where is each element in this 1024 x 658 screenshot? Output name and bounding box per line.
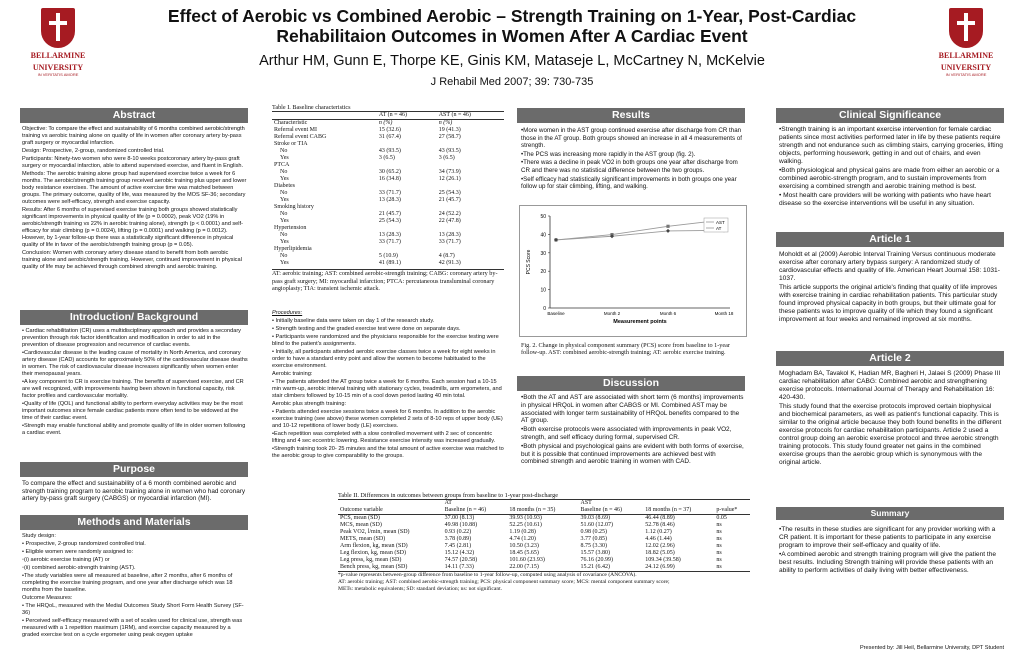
table-cell: ns: [716, 557, 722, 564]
presented-by: Presented by: Jill Heil, Bellarmine University, DPT Student: [859, 645, 1004, 651]
table-row: [272, 134, 504, 141]
table-cell: 15.21 (6.42): [580, 564, 610, 571]
paragraph: •The results in these studies are significant for any provider working with a CR patient. It is important for these patients to participate in any exercise program to improve their self-efficacy and quality of life.: [779, 526, 996, 549]
table-cell: No: [280, 169, 288, 176]
legend-label: AST: [716, 219, 725, 225]
paragraph: •The study variables were all measured at baseline, after 2 months, after 6 months of completing the exercise training program, and one year after discharge which was 18 months from the baseline.: [22, 573, 233, 593]
paragraph: • Prospective, 2-group randomized controlled trial.: [22, 541, 146, 547]
table-cell: 22.00 (7.15): [509, 564, 539, 571]
table-cell: 27 (58.7): [438, 134, 461, 141]
paragraph: •Self efficacy had statistically significant improvements in both groups one year follow up for stair climbing, lifting, and walking.: [521, 175, 737, 191]
shield-icon: [41, 8, 75, 48]
group-ast: AST: [580, 500, 592, 507]
paragraph: •More women in the AST group continued exercise after discharge from CR than those in the AT group. Both groups showed an increase in all 4 measurements of strength.: [521, 127, 742, 150]
procedures-body: [272, 310, 504, 461]
paragraph: •The PCS was increasing more rapidly in the AST group (fig. 2).: [521, 150, 696, 158]
article1-heading: Article 1: [776, 232, 1004, 247]
table-cell: 25 (54.3): [378, 218, 401, 225]
university-logo-left: [18, 8, 98, 77]
table-cell: 49.98 (10.88): [444, 522, 478, 529]
table-cell: 41 (89.1): [378, 260, 401, 267]
table-cell: ns: [716, 529, 722, 536]
journal-citation: J Rehabil Med 2007; 39: 730-735: [430, 76, 594, 88]
logo-name2: UNIVERSITY: [32, 63, 84, 72]
paragraph: •Strength may enable functional ability and promote quality of life in older women following a cardiac event.: [22, 423, 246, 436]
table-cell: Peak VO2, l/min, mean (SD): [340, 529, 410, 536]
column-header: 18 months (n = 37): [643, 507, 714, 515]
table-cell: 109.34 (39.58): [645, 557, 681, 564]
table-row: [272, 260, 504, 267]
paragraph: Objective: To compare the effect and sustainability of 6 months combined aerobic/strength training vs aerobic training alone on quality of life in women after coronary artery by-pass graft surgery or myocardial infarction.: [22, 126, 245, 146]
outcomes-table: [338, 492, 750, 592]
table-cell: 0.98 (0.25): [580, 529, 607, 536]
table-cell: 15 (32.6): [378, 127, 401, 134]
paragraph: • The HRQoL, measured with the Medial Outcomes Study Short Form Health Survey (SF-36): [22, 603, 244, 616]
data-point: [666, 229, 670, 233]
discussion-heading: Discussion: [517, 376, 745, 391]
table-cell: 33 (71.7): [378, 239, 401, 246]
table2-caption: Table II. Differences in outcomes between groups from baseline to 1-year post-discharge: [338, 492, 558, 499]
table-cell: No: [280, 253, 288, 260]
article1-text: This article supports the original article's finding that quality of life improves with exercise training in cardiac rehabilitation patients. This particular study found improved physical capacity in both groups, but their ultimate goal for these patients was to improve quality of life which they found a significant improvement at four weeks and remained improved at six months.: [779, 284, 998, 323]
y-tick-label: 40: [540, 232, 546, 239]
x-tick-label: Baseline: [547, 311, 565, 316]
intro-heading: Introduction/ Background: [20, 310, 248, 325]
paragraph: •Both the AT and AST are associated with short term (6 months) improvements in physical HRQoL in women after CABGS or MI. Combined AST may be associated with longer term sustainability of HRQoL benefits compared to the AT group.: [521, 394, 744, 425]
paragraph: Results: After 6 months of supervised exercise training both groups showed statistically significant improvements in physical quality of life (p = 0.0002), peak VO2 (19% in aerobic/strength training vs 22% in aerobic training alone), strength (p < 0.0001) and self-efficacy for stair climbing (p = 0.0024), lifting (p = 0.0001) and walking (p = 0.0012). However, by 1-year follow-up there was a statistically significant difference in physical quality of life in favor of the aerobic/strength training group (p = 0.05).: [22, 207, 243, 248]
table-cell: Yes: [280, 260, 289, 267]
table-cell: 33 (71.7): [378, 190, 401, 197]
table-cell: 30 (65.2): [378, 169, 401, 176]
table-cell: 4.74 (1.20): [509, 536, 536, 543]
paragraph: Study design:: [22, 533, 56, 539]
table-cell: Bench press, kg, mean (SD): [340, 564, 408, 571]
intro-body: [22, 328, 248, 438]
paragraph: •Both exercise protocols were associated with improvements in peak VO2, strength, and self efficacy during formal, supervised CR.: [521, 426, 732, 441]
table-cell: 37.00 (8.13): [444, 515, 475, 522]
baseline-table: [272, 104, 504, 293]
column-header: Outcome variable: [338, 507, 443, 515]
paragraph: •There was a decline in peak VO2 in both groups one year after discharge from CR and there was no statistical difference between the two groups.: [521, 159, 738, 174]
logo-name: BELLARMINE: [938, 51, 994, 60]
table-cell: 51.60 (12.07): [580, 522, 613, 529]
table-cell: 74.57 (20.58): [444, 557, 478, 564]
table2-footnotes: [338, 572, 750, 592]
procedure-line: • Strength testing and the graded exercise test were done on separate days.: [272, 326, 461, 332]
paragraph: Design: Prospective, 2-group, randomized controlled trial.: [22, 148, 165, 154]
table-cell: 21 (45.7): [438, 197, 461, 204]
table-cell: 13 (28.3): [438, 232, 461, 239]
table-cell: 3 (6.5): [378, 155, 395, 162]
table-cell: 34 (73.9): [438, 169, 461, 176]
series-line-ast: [556, 220, 724, 240]
table-cell: 12.02 (2.96): [645, 543, 675, 550]
table-cell: 39.93 (10.93): [509, 515, 542, 522]
table-cell: ns: [716, 522, 722, 529]
table-cell: 21 (45.7): [378, 211, 401, 218]
table-row: [272, 197, 504, 204]
summary-body: [779, 526, 1004, 576]
legend-label: AT: [716, 225, 722, 231]
article2-citation: Moghadam BA, Tavakol K, Hadian MR, Bagheri H, Jalaei S (2009) Phase III cardiac rehabilitation after CABG: Combined aerobic and strengthening exercise protocols. International Journal of Therapy and Rehabilitation 16: 420-430.: [779, 370, 1001, 401]
table-row: [338, 564, 750, 572]
paragraph: Participants: Ninety-two women who were 8-10 weeks postcoronary artery by-pass graft surgery or myocardial infarction, able to attend supervised exercise, and fluent in English.: [22, 156, 244, 169]
university-logo-right: [926, 8, 1006, 77]
paragraph: •Both physiological and physical gains are made from either an aerobic or a combined aerobic-strength program, and to sustain improvements from exercising a combined strength and aerobic training method is best.: [779, 167, 1000, 190]
column-header: Baseline (n = 46): [443, 507, 508, 515]
y-tick-label: 30: [540, 250, 546, 257]
table-cell: 46.44 (8.89): [645, 515, 675, 522]
table-cell: Referral event MI: [274, 127, 317, 134]
table-cell: Leg press, kg, mean (SD): [340, 557, 402, 564]
table-cell: 8.75 (3.30): [580, 543, 607, 550]
table-cell: 31 (67.4): [378, 134, 401, 141]
x-tick-label: Month 18: [714, 311, 734, 316]
table-cell: 1.12 (0.27): [645, 529, 672, 536]
discussion-body: [521, 394, 745, 467]
table-row: [338, 515, 750, 523]
table-cell: Yes: [280, 239, 289, 246]
table-cell: No: [280, 148, 288, 155]
table-cell: Arm flexion, kg, mean (SD): [340, 543, 408, 550]
results-body: [521, 127, 745, 192]
paragraph: Conclusion: Women with coronary artery disease stand to benefit from both aerobic training alone and aerobic/strength training. However, continued improvement in physical quality of life may be achieved through combined strength and aerobic training.: [22, 250, 242, 270]
table1-footnote: AT: aerobic training; AST: combined aerobic-strength training; CABG: coronary artery by-pass graft surgery; MI: myocardial infarction; PTCA: percutaneous transluminal coronary angioplasty; TIA: transient ischemic attack.: [272, 269, 504, 292]
table-cell: 13 (28.3): [378, 232, 401, 239]
table-cell: 52.78 (8.46): [645, 522, 675, 529]
y-tick-label: 0: [543, 306, 546, 312]
authors: Arthur HM, Gunn E, Thorpe KE, Ginis KM, Mataseje L, McCartney N, McKelvie: [259, 53, 765, 69]
logo-name: BELLARMINE: [30, 51, 86, 60]
table-cell: No: [280, 211, 288, 218]
table-cell: 0.93 (0.22): [444, 529, 472, 536]
clinical-heading: Clinical Significance: [776, 108, 1004, 123]
table-cell: 39.03 (8.69): [580, 515, 610, 522]
table1-col-ast: AST (n = 46): [438, 112, 471, 119]
table-cell: 43 (93.5): [438, 148, 461, 155]
purpose-heading: Purpose: [20, 462, 248, 477]
table2-footnote: *p-value represents between-group difference from baseline to 1-year follow-up, computed using analysis of covariance (ANCOVA).: [338, 572, 637, 579]
table-cell: 3 (6.5): [438, 155, 455, 162]
series-line-at: [556, 230, 724, 240]
paragraph: • Most health care providers will be working with patients who have heart disease so the exercise interventions will be useful in any situation.: [779, 192, 991, 207]
paragraph: • Perceived self-efficacy measured with a set of scales used for clinical use, strength was measured with a 1 repetition maximum (1RM), and exercise capacity measured by a graded exercise test on a cycle ergometer using peak oxygen uptake: [22, 618, 243, 638]
logo-motto: IN VERITATIS AMORE: [945, 72, 987, 77]
procedure-line: •Each repetition was completed with a slow controlled movement with 2 sec of concentric lifting and 4 sec eccentric lowering. Resistance exercise intensity was increased gradually.: [272, 431, 496, 444]
chart-caption: Fig. 2. Change in physical component summary (PCS) score from baseline to 1-year follow-up. AST: combined aerobic-strength training; AT: aerobic exercise training.: [521, 342, 730, 357]
table-cell: Diabetes: [274, 183, 295, 190]
column-header: 18 months (n = 35): [507, 507, 578, 515]
table-cell: 24 (52.2): [438, 211, 461, 218]
table-cell: PCS, mean (SD): [340, 515, 380, 522]
table-cell: Characteristic: [274, 120, 308, 127]
procedure-line: • Patients attended exercise sessions twice a week for 6 months. In addition to the aerobic exercise training (see above) these women completed 2 sets of 8-10 reps of upper body (UE) and 10-12 repetitions of lower body (LE) exercises.: [272, 409, 503, 429]
logo-motto: IN VERITATIS AMORE: [37, 72, 79, 77]
table-cell: Yes: [280, 176, 289, 183]
table-cell: Smoking history: [274, 204, 314, 211]
paragraph: •Quality of life (QOL) and functional ability to perform everyday activities may be the most important outcomes since female cardiac patients more often tend to be widowed at the time of their cardiac event.: [22, 401, 243, 421]
table-cell: 18.45 (5.65): [509, 550, 539, 557]
x-tick-label: Month 6: [659, 311, 677, 316]
table-row: [272, 218, 504, 225]
table-cell: 1.19 (0.28): [509, 529, 536, 536]
summary-heading: Summary: [776, 507, 1004, 520]
x-tick-label: Month 2: [603, 311, 621, 316]
table-cell: 4.46 (1.44): [645, 536, 672, 543]
table-row: [272, 176, 504, 183]
pcs-chart: [519, 205, 747, 337]
paragraph: •Both physical and psychological gains are evident with both forms of exercise, but it is possible that continued improvements are achieved best with combined strength and aerobic training in women with CAD.: [521, 442, 744, 466]
table-cell: Hypertension: [274, 225, 307, 232]
table-cell: 0.05: [716, 515, 727, 522]
paragraph: • Eligible women were randomly assigned to:: [22, 549, 134, 555]
table-cell: 10.50 (3.23): [509, 543, 539, 550]
table-header-row: [338, 507, 750, 515]
procedure-line: • Initially baseline data were taken on day 1 of the research study.: [272, 318, 435, 324]
procedure-line: • The patients attended the AT group twice a week for 6 months. Each session had a 10-15 min warm-up, aerobic interval training with stationary cycles, treadmills, arm ergometers, and stair climbers followed by 10-15 min of a cool down period lasting 40 min total.: [272, 379, 502, 399]
table-cell: 52.25 (10.61): [509, 522, 542, 529]
table-cell: No: [280, 190, 288, 197]
paragraph: •A key component to CR is exercise training. The benefits of supervised exercise, and CR are well recognized, with improvements having been shown in functional capacity, risk factor profiles and cardiovascular mortality.: [22, 379, 244, 399]
table-cell: METS, mean (SD): [340, 536, 386, 543]
table-cell: 14.11 (7.33): [444, 564, 474, 571]
paragraph: ◦(i) aerobic exercise training (AT) or: [22, 557, 110, 563]
table2: [338, 499, 750, 572]
y-tick-label: 50: [540, 214, 546, 220]
table-cell: 42 (91.3): [438, 260, 461, 267]
table-cell: ns: [716, 536, 722, 543]
table-cell: 7.45 (2.81): [444, 543, 472, 550]
table-cell: 3.78 (0.89): [444, 536, 472, 543]
table-cell: No: [280, 232, 288, 239]
table-cell: n (%): [378, 120, 393, 127]
table-row: [272, 155, 504, 162]
abstract-body: [22, 126, 248, 272]
article1-body: [779, 251, 1004, 325]
table1-col-at: AT (n = 46): [378, 112, 408, 119]
table-cell: 12 (26.1): [438, 176, 461, 183]
table-cell: 15.57 (3.80): [580, 550, 610, 557]
paragraph: •A combined aerobic and strength training program will give the patient the best results. Including Strength training will provide these patients with an ability to perform activities of daily living with better effectiveness.: [779, 551, 997, 574]
table-cell: MCS, mean (SD): [340, 522, 382, 529]
table-cell: 5 (10.9): [378, 253, 398, 260]
table-cell: n (%): [438, 120, 453, 127]
table-cell: 43 (93.5): [378, 148, 401, 155]
y-axis-label: PCS Score: [526, 249, 532, 275]
table-cell: 13 (28.3): [378, 197, 401, 204]
y-tick-label: 10: [540, 287, 546, 294]
table-cell: 4 (8.7): [438, 253, 455, 260]
table-row: [272, 239, 504, 246]
table-cell: 15.12 (4.32): [444, 550, 475, 557]
column-header: Baseline (n = 46): [579, 507, 644, 515]
table-cell: PTCA: [274, 162, 290, 169]
paragraph: • Cardiac rehabilitation (CR) uses a multidisciplinary approach and provides a secondary prevention through risk factor identification and modification in order to aid in the prevention of disease progression and recurrence of cardiac events.: [22, 328, 241, 348]
table-cell: 25 (54.3): [438, 190, 461, 197]
article2-text: This study found that the exercise protocols improved certain biophysical and biochemical parameters, as well as patient's functional capacity. This is similar to the original article because they both found benefits in the different exercise protocols for cardiac rehabilitation participants. Article 2 used a control group doing an aerobic exercise protocol and three aerobic strength training protocols. This study found greater net gains in the combined exercise groups than the aerobic group which is synonymous with the original article.: [779, 403, 1002, 466]
article2-heading: Article 2: [776, 351, 1004, 366]
article1-citation: Moholdt et al (2009) Aerobic Interval Training Versus continuous moderate exercise after coronary artery bypass surgery: A randomized study of cardiovascular effects and quality of life. American Heart Journal 158: 1031-1037.: [779, 251, 1000, 282]
table1: [272, 111, 504, 267]
table-cell: Yes: [280, 155, 289, 162]
table-cell: ns: [716, 543, 722, 550]
paragraph: ◦(ii) combined aerobic-strength training (AST).: [22, 565, 136, 571]
table-cell: 33 (71.7): [438, 239, 461, 246]
table-cell: Yes: [280, 197, 289, 204]
table-cell: 18.82 (5.05): [645, 550, 675, 557]
table-cell: Hyperlipidemia: [274, 246, 312, 253]
procedure-line: •Strength training took 20- 25 minutes and the total amount of active exercise was matched to the aerobic group to give comparability to the groups.: [272, 446, 504, 459]
methods-heading: Methods and Materials: [20, 515, 248, 530]
procedure-line: • Initially, all participants attended aerobic exercise classes twice a week for eight weeks in order to have a standard entry point and allow the women to become habituated to the exercise environment.: [272, 349, 496, 369]
table2-footnote: METs: metabolic equivalents; SD: standard deviation; ns: not significant.: [338, 585, 503, 592]
procedure-line: Aerobic plus strength training:: [272, 401, 347, 407]
table-cell: Stroke or TIA: [274, 141, 308, 148]
column-header: p-value*: [714, 507, 750, 515]
group-at: AT: [444, 500, 452, 507]
procedure-line: Aerobic training:: [272, 371, 313, 377]
table-cell: Referral event CABG: [274, 134, 327, 141]
methods-body: [22, 533, 248, 640]
pcs-chart-svg: [520, 206, 746, 336]
table-cell: 22 (47.8): [438, 218, 461, 225]
data-point: [666, 225, 669, 228]
table-cell: 19 (41.3): [438, 127, 461, 134]
poster-title: Effect of Aerobic vs Combined Aerobic – Strength Training on 1-Year, Post-Cardiac Rehabilitaion Outcomes in Women After A Cardiac Event: [167, 6, 857, 46]
logo-name2: UNIVERSITY: [940, 63, 992, 72]
article2-body: [779, 370, 1004, 468]
table1-caption: Table I. Baseline characteristics: [272, 104, 351, 111]
paragraph: Methods: The aerobic training alone group had supervised exercise twice a week for 6 months. The aerobic/strength training group received aerobic training plus upper and lower body resistance exercises. The amount of active exercise time was matched between groups. The primary outcome, quality of life, was measured by the MOS SF-36; secondary outcomes were self-efficacy, strength and exercise capacity.: [22, 171, 247, 205]
table-cell: ns: [716, 550, 722, 557]
table2-footnote: AT: aerobic training; AST: combined aerobic-strength training; PCS: physical component summary score; MCS: mental component summary score;: [338, 579, 670, 585]
x-axis-label: Measurement points: [613, 319, 667, 325]
abstract-heading: Abstract: [20, 108, 248, 123]
procedure-line: • Participants were randomized and the physicians responsible for the exercise testing were blind to the patient's assignments.: [272, 334, 499, 347]
purpose-body: To compare the effect and sustainability of a 6 month combined aerobic and strength training program to aerobic training alone in women who had coronary artery by-pass graft surgery (CABGS) or myocardial infarction (MI).: [22, 480, 246, 503]
table-cell: 3.77 (0.85): [580, 536, 607, 543]
clinical-body: [779, 126, 1004, 209]
table-cell: ns: [716, 564, 722, 571]
table-cell: 24.12 (6.99): [645, 564, 675, 571]
table-cell: Leg flexion, kg, mean (SD): [340, 550, 406, 557]
shield-icon: [949, 8, 983, 48]
table-cell: 101.60 (23.93): [509, 557, 545, 564]
procedures-heading: Procedures:: [272, 310, 303, 316]
table-cell: Yes: [280, 218, 289, 225]
paragraph: •Cardiovascular disease is the leading cause of mortality in North America, and coronary artery disease (CAD) accounts for approximately 50% of the cardiovascular disease deaths in women. The risk of cardiovascular disease increases significantly when women enter their menopausal years.: [22, 350, 248, 377]
table-cell: 16 (34.8): [378, 176, 401, 183]
y-tick-label: 20: [540, 269, 546, 276]
table-row: [338, 529, 750, 536]
paragraph: Outcome Measures:: [22, 595, 73, 601]
results-heading: Results: [517, 108, 745, 123]
paragraph: •Strength training is an important exercise intervention for female cardiac patients since most activities performed later in life by these patients require strength and not endurance such as climbing stairs, carrying groceries, lifting objects, performing housework, getting in and out of chairs, and even walking.: [779, 126, 1003, 165]
table-cell: 76.16 (20.99): [580, 557, 613, 564]
